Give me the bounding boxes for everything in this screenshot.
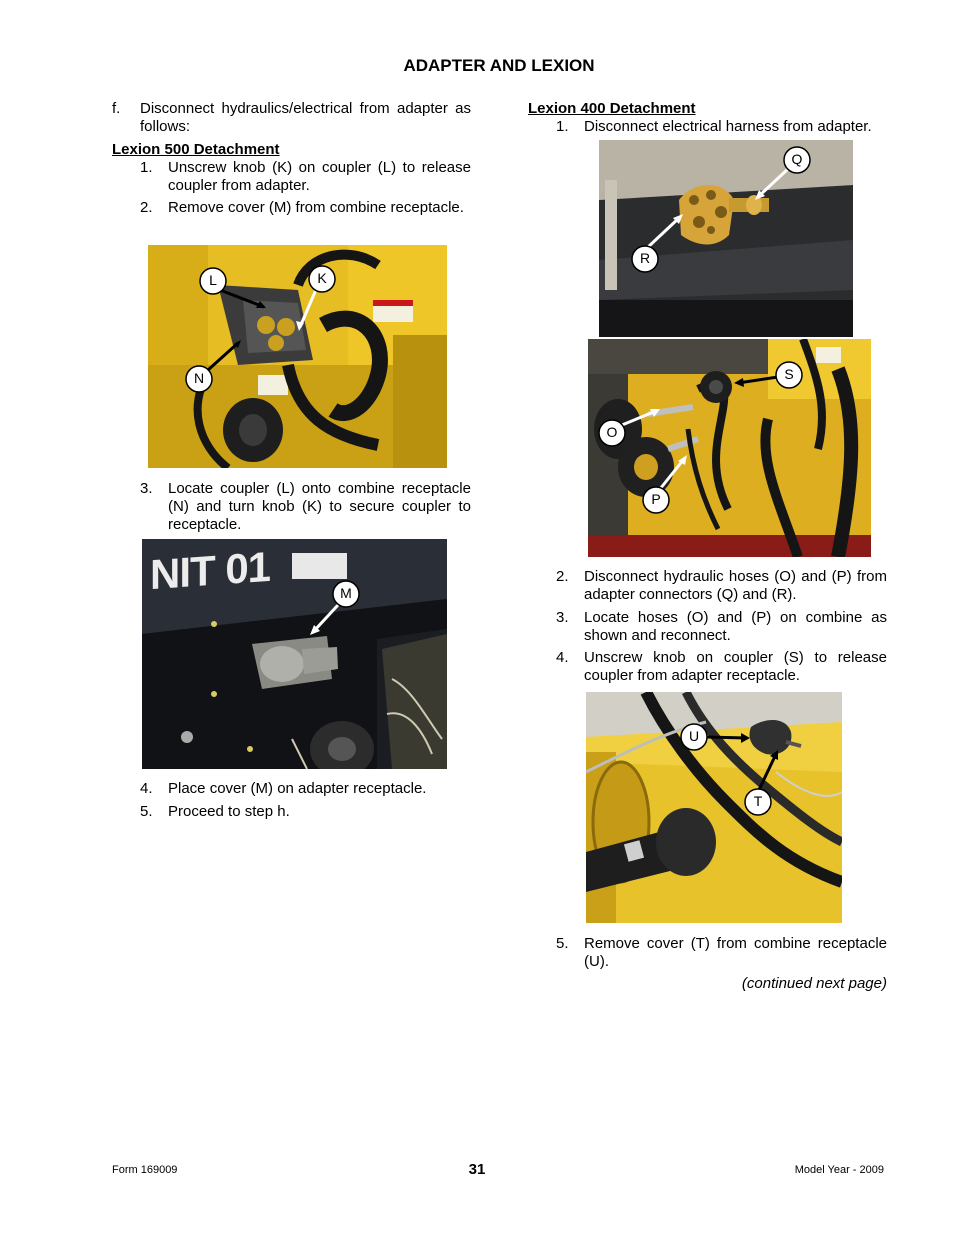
model-year: Model Year - 2009 (794, 1164, 884, 1176)
step-text: Unscrew knob (K) on coupler (L) to release coupler from adapter. (168, 159, 471, 194)
callout-r: R (639, 250, 651, 266)
step-f-text: Disconnect hydraulics/electrical from adapter as follows: (140, 100, 471, 135)
callout-s: S (784, 366, 794, 382)
step-text: Remove cover (T) from combine receptacle (U). (584, 935, 887, 970)
callout-l: L (209, 272, 217, 288)
callout-q: Q (791, 151, 803, 167)
step-number: 2. (556, 568, 569, 585)
lexion400-heading: Lexion 400 Detachment (528, 100, 696, 117)
lexion500-heading: Lexion 500 Detachment (112, 141, 280, 158)
step-text: Remove cover (M) from combine receptacle. (168, 199, 464, 216)
callout-o: O (606, 424, 618, 440)
step-number: 5. (556, 935, 569, 952)
receptacle-photo (586, 692, 842, 923)
callout-u: U (688, 728, 700, 744)
step-text: Unscrew knob on coupler (S) to release coupler from adapter receptacle. (584, 649, 887, 684)
continued-note: (continued next page) (741, 975, 887, 992)
step-number: 3. (140, 480, 153, 497)
step-f-marker: f. (112, 100, 121, 117)
step-text: Locate hoses (O) and (P) on combine as shown and reconnect. (584, 609, 887, 644)
hoses-photo (588, 339, 871, 557)
cover-photo (142, 539, 447, 769)
step-number: 3. (556, 609, 569, 626)
step-number: 4. (140, 780, 153, 797)
step-number: 5. (140, 803, 153, 820)
step-number: 1. (556, 118, 569, 135)
step-number: 4. (556, 649, 569, 666)
page-title: ADAPTER AND LEXION (403, 56, 595, 75)
step-number: 2. (140, 199, 153, 216)
step-text: Place cover (M) on adapter receptacle. (168, 780, 427, 797)
callout-k: K (317, 270, 327, 286)
step-text: Disconnect hydraulic hoses (O) and (P) from adapter connectors (Q) and (R). (584, 568, 887, 603)
callout-p: P (651, 491, 661, 507)
step-text: Proceed to step h. (168, 803, 290, 820)
callout-m: M (340, 585, 352, 601)
form-number: Form 169009 (112, 1164, 178, 1176)
callout-n: N (193, 370, 205, 386)
step-number: 1. (140, 159, 153, 176)
page-number: 31 (468, 1161, 486, 1178)
callout-t: T (753, 793, 763, 809)
coupler-photo (148, 245, 447, 468)
unit-sign: NIT 01 (150, 542, 271, 599)
step-text: Locate coupler (L) onto combine receptacle (N) and turn knob (K) to secure coupler to receptacle. (168, 480, 471, 533)
adapter-connectors-photo (599, 140, 853, 337)
step-text: Disconnect electrical harness from adapter. (584, 118, 872, 135)
